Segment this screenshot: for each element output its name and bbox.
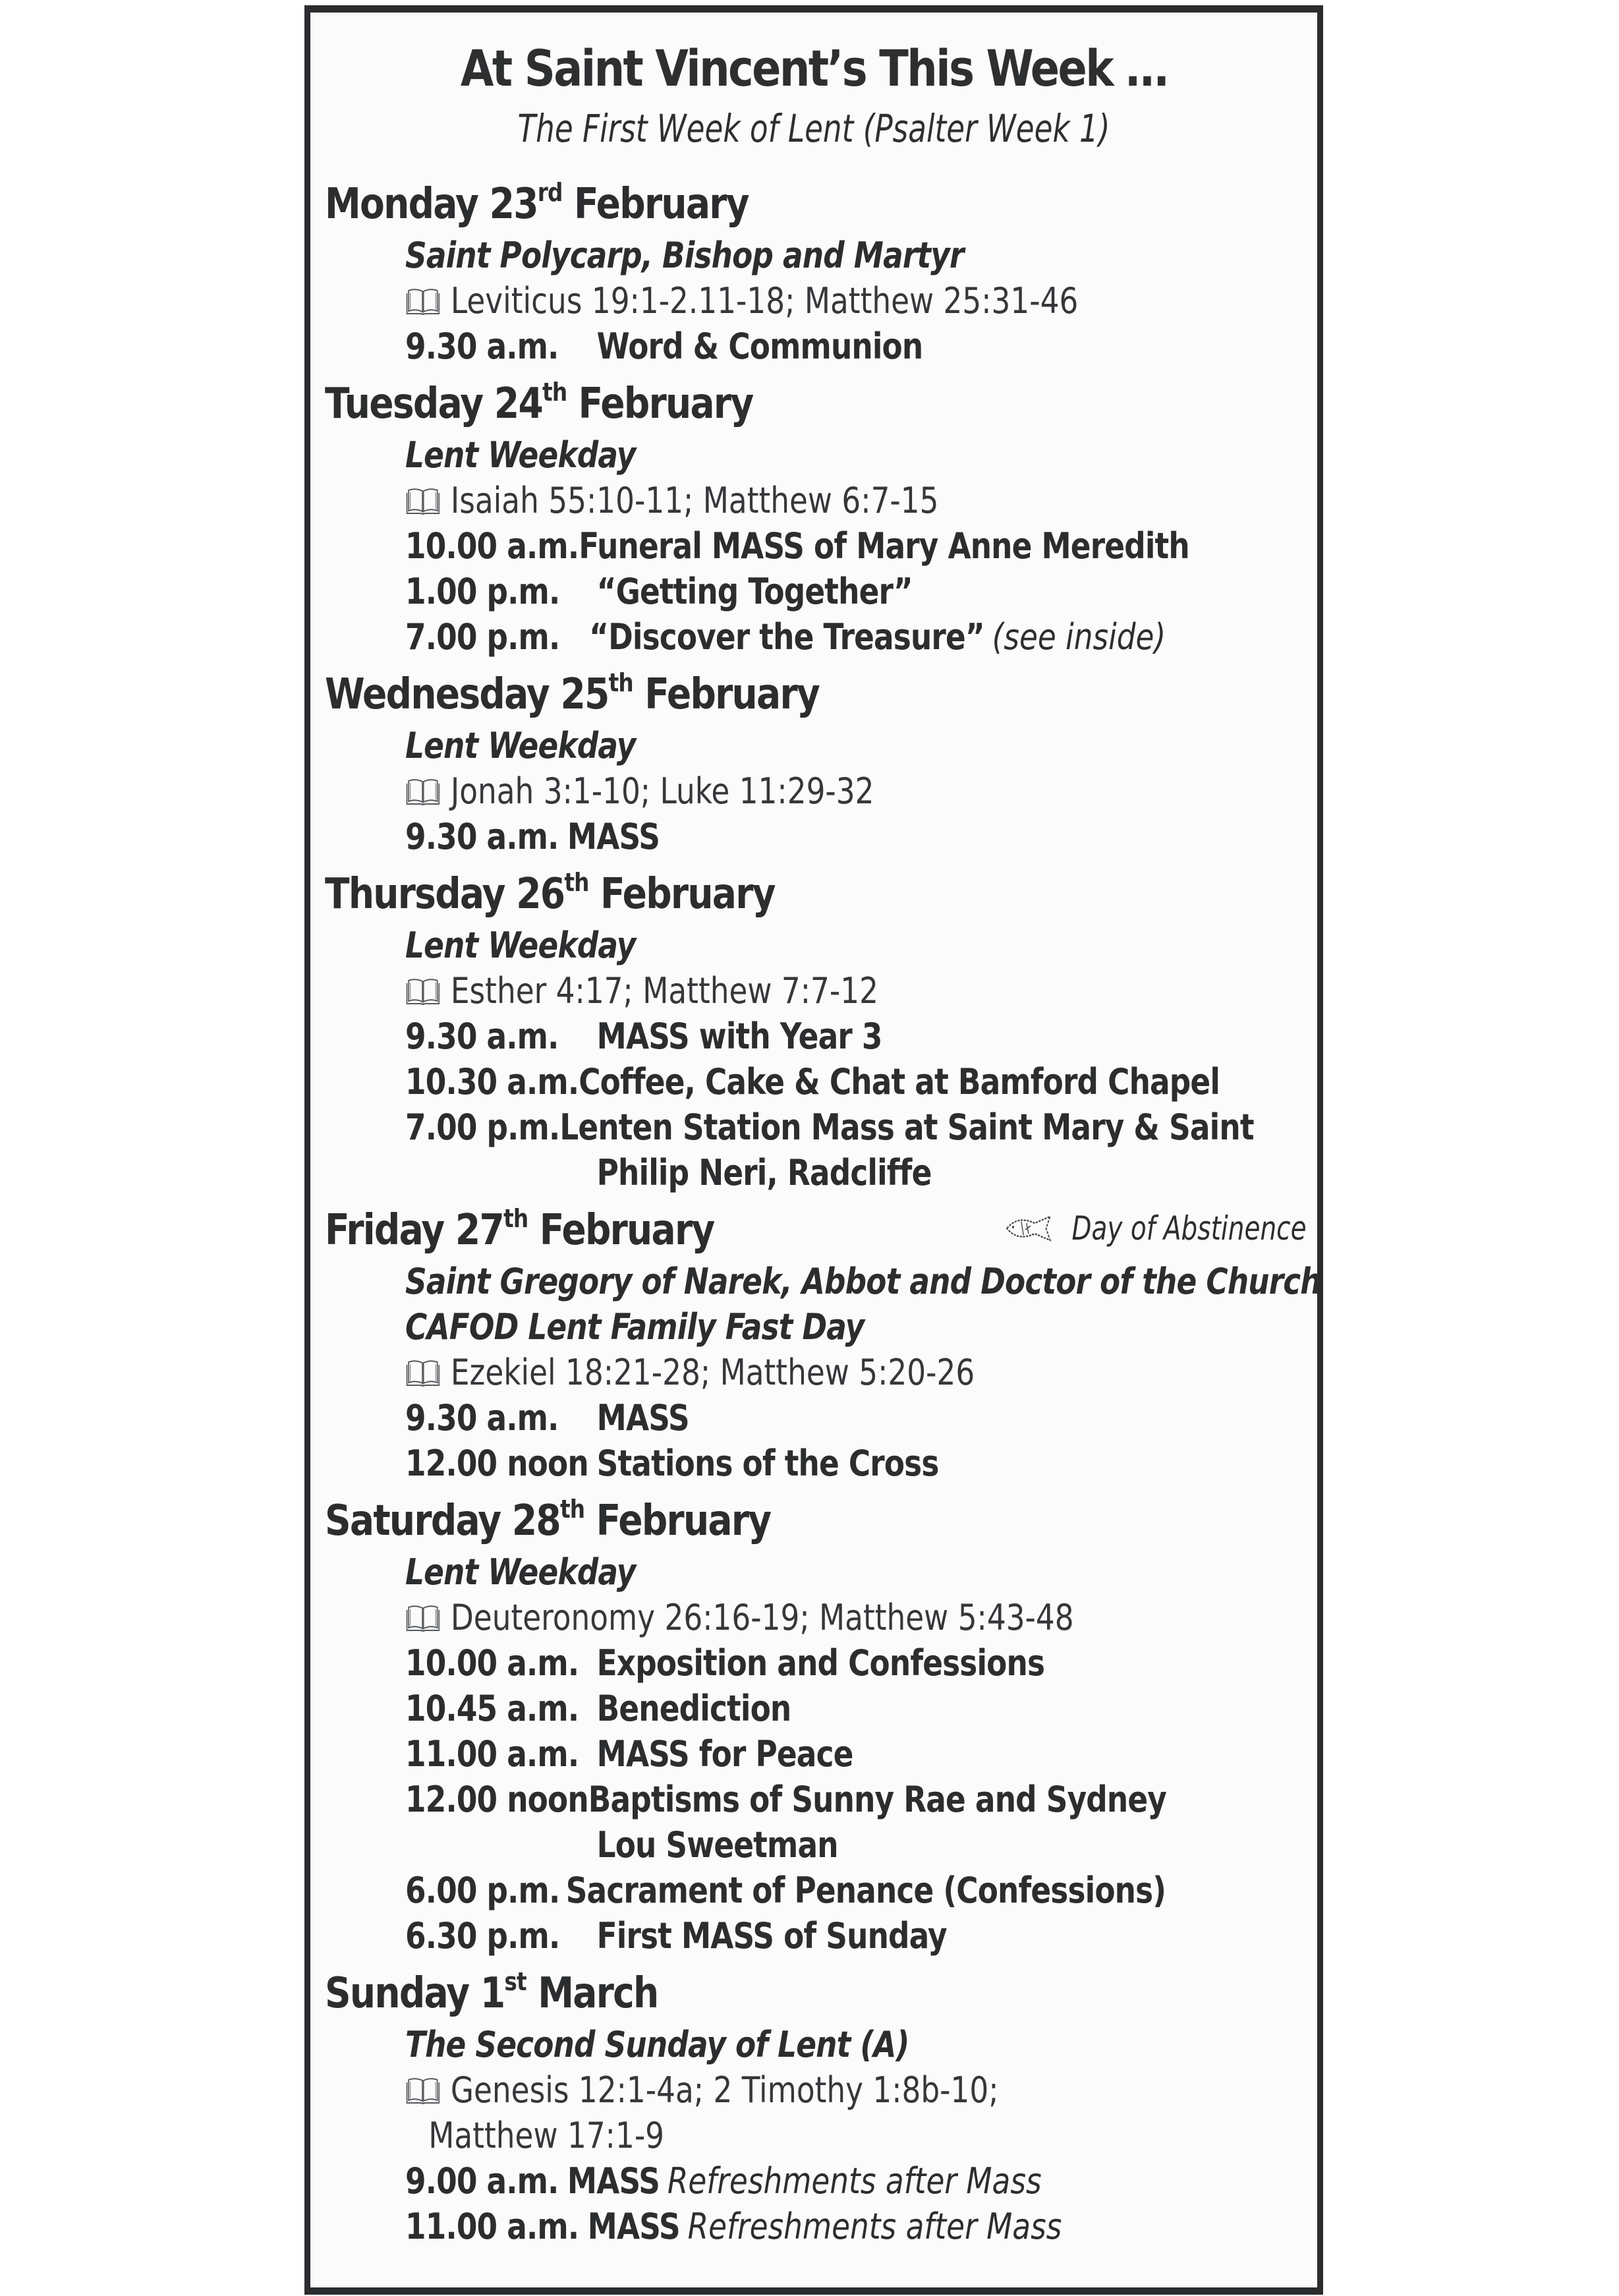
event-time: 7.00 p.m. (405, 616, 560, 658)
readings-text: Genesis 12:1-4a; 2 Timothy 1:8b-10; (450, 2069, 999, 2111)
day-block (325, 1959, 1311, 2249)
page-title: At Saint Vincent’s This Week … (460, 39, 1168, 98)
ordinal-suffix: rd (537, 177, 563, 207)
event-time: 10.00 a.m. (405, 1642, 579, 1684)
event-title: MASS (587, 2206, 680, 2247)
abstinence-note (1005, 1202, 1307, 1255)
liturgical-day: The Second Sunday of Lent (A) (405, 2024, 909, 2065)
month-label: March (538, 1969, 658, 2018)
event-title: Coffee, Cake & Chat at Bamford Chapel (579, 1061, 1220, 1103)
day-label: Wednesday 25 (325, 670, 609, 719)
book-icon (405, 486, 441, 515)
schedule-event (405, 1441, 1166, 1486)
days-list (325, 176, 1321, 2249)
weekly-schedule-panel (304, 5, 1323, 2295)
day-block (325, 660, 1311, 859)
event-time: 10.45 a.m. (405, 1688, 579, 1729)
readings-text: Jonah 3:1-10; Luke 11:29-32 (450, 770, 874, 812)
event-title: MASS (567, 2160, 660, 2202)
schedule-event (405, 1731, 1166, 1777)
event-title: MASS with Year 3 (596, 1016, 882, 1057)
event-title: Word & Communion (596, 326, 923, 367)
readings-text: Ezekiel 18:21-28; Matthew 5:20-26 (450, 1352, 975, 1393)
event-note: (see inside) (992, 616, 1166, 658)
event-note: Refreshments after Mass (687, 2206, 1062, 2247)
event-title: “Discover the Treasure” (589, 616, 984, 658)
abstinence-label: Day of Abstinence (1071, 1209, 1307, 1248)
event-title: MASS for Peace (596, 1733, 853, 1775)
scripture-readings (405, 768, 1166, 814)
event-time: 1.00 p.m. (405, 571, 560, 612)
event-title: Benediction (596, 1688, 791, 1729)
day-label: Thursday 26 (325, 870, 565, 919)
liturgical-day: Saint Polycarp, Bishop and Martyr (405, 235, 964, 276)
day-label: Sunday 1 (325, 1969, 505, 2018)
event-time: 7.00 p.m. (405, 1106, 560, 1148)
book-icon (405, 977, 441, 1006)
event-title: Stations of the Cross (596, 1443, 939, 1484)
schedule-event (405, 1640, 1166, 1686)
day-label: Friday 27 (325, 1206, 504, 1255)
scripture-readings (405, 1595, 1166, 1640)
day-label: Tuesday 24 (325, 380, 543, 428)
liturgical-day: Saint Gregory of Narek, Abbot and Doctor of the Church (405, 1261, 1321, 1302)
liturgical-day: Lent Weekday (405, 434, 636, 476)
liturgical-day: Lent Weekday (405, 1551, 636, 1593)
ordinal-suffix: th (503, 1203, 528, 1233)
event-time: 9.00 a.m. (405, 2160, 559, 2202)
readings-text-continued: Matthew 17:1-9 (428, 2115, 665, 2156)
event-title-continued: Philip Neri, Radcliffe (596, 1152, 932, 1193)
event-title: MASS (596, 1397, 689, 1439)
book-icon (405, 287, 441, 316)
event-time: 12.00 noon (405, 1443, 588, 1484)
event-title: Funeral MASS of Mary Anne Meredith (579, 525, 1189, 567)
event-time: 6.30 p.m. (405, 1915, 560, 1957)
event-time: 11.00 a.m. (405, 1733, 579, 1775)
fish-icon (1005, 1214, 1054, 1243)
day-heading (325, 376, 1173, 432)
event-title: MASS (567, 816, 660, 857)
readings-text: Leviticus 19:1-2.11-18; Matthew 25:31-46 (450, 280, 1079, 322)
schedule-event (405, 523, 1189, 569)
day-heading (325, 666, 1173, 723)
event-time: 11.00 a.m. (405, 2206, 579, 2247)
day-block (325, 1195, 1321, 1486)
book-icon (405, 2076, 441, 2105)
scripture-readings (405, 478, 1166, 523)
event-title: “Getting Together” (596, 571, 913, 612)
day-block (325, 369, 1311, 660)
schedule-event (405, 1105, 1254, 1150)
event-time: 12.00 noon (405, 1779, 588, 1820)
schedule-event (405, 569, 1166, 614)
day-label: Monday 23 (325, 180, 538, 229)
scripture-readings (405, 278, 1166, 324)
schedule-event (405, 2204, 1166, 2249)
event-title-continued: Lou Sweetman (596, 1824, 838, 1866)
book-icon (405, 1603, 441, 1632)
event-time: 10.30 a.m. (405, 1061, 579, 1103)
readings-text: Isaiah 55:10-11; Matthew 6:7-15 (450, 480, 939, 521)
scripture-readings (405, 968, 1166, 1014)
month-label: February (578, 380, 753, 428)
book-icon (405, 1358, 441, 1387)
schedule-event (405, 1913, 1166, 1959)
event-time: 9.30 a.m. (405, 1397, 559, 1439)
book-icon (405, 777, 441, 806)
event-title: Sacrament of Penance (Confessions) (565, 1870, 1166, 1911)
event-title: Exposition and Confessions (596, 1642, 1045, 1684)
ordinal-suffix: th (608, 668, 633, 697)
day-label: Saturday 28 (325, 1497, 560, 1545)
scripture-readings (405, 2067, 1166, 2113)
schedule-event (405, 614, 1166, 660)
event-note: Refreshments after Mass (667, 2160, 1042, 2202)
readings-text: Deuteronomy 26:16-19; Matthew 5:43-48 (450, 1597, 1074, 1638)
day-block (325, 176, 1311, 369)
event-time: 9.30 a.m. (405, 1016, 559, 1057)
event-time: 6.00 p.m. (405, 1870, 560, 1911)
ordinal-suffix: th (542, 377, 567, 407)
day-heading (325, 1965, 1173, 2022)
schedule-event (405, 1777, 1166, 1822)
liturgical-day: Lent Weekday (405, 725, 636, 766)
day-heading (325, 866, 1173, 923)
page-subtitle: The First Week of Lent (Psalter Week 1) (517, 106, 1110, 151)
ordinal-suffix: st (504, 1966, 526, 1996)
schedule-event (405, 324, 1166, 369)
schedule-event (405, 1868, 1166, 1913)
month-label: February (600, 870, 775, 919)
readings-text: Esther 4:17; Matthew 7:7-12 (450, 970, 879, 1012)
schedule-event (405, 1014, 1166, 1059)
day-block (325, 1486, 1311, 1959)
day-heading (325, 176, 1173, 233)
month-label: February (644, 670, 820, 719)
event-time: 9.30 a.m. (405, 816, 559, 857)
day-block (325, 859, 1311, 1195)
month-label: February (596, 1497, 771, 1545)
schedule-event (405, 1686, 1166, 1731)
liturgical-day: Lent Weekday (405, 925, 636, 966)
schedule-event (405, 1059, 1220, 1105)
scripture-readings (405, 1350, 1166, 1395)
day-heading (325, 1493, 1173, 1549)
event-title: Lenten Station Mass at Saint Mary & Saint (559, 1106, 1254, 1148)
ordinal-suffix: th (564, 867, 589, 897)
event-time: 10.00 a.m. (405, 525, 579, 567)
event-title: First MASS of Sunday (596, 1915, 947, 1957)
event-title: Baptisms of Sunny Rae and Sydney (588, 1779, 1167, 1820)
schedule-event (405, 1395, 1166, 1441)
month-label: February (539, 1206, 714, 1255)
liturgical-day: CAFOD Lent Family Fast Day (405, 1306, 865, 1348)
event-time: 9.30 a.m. (405, 326, 559, 367)
schedule-event (405, 814, 1166, 859)
month-label: February (574, 180, 749, 229)
schedule-event (405, 2158, 1166, 2204)
ordinal-suffix: th (559, 1494, 585, 1524)
